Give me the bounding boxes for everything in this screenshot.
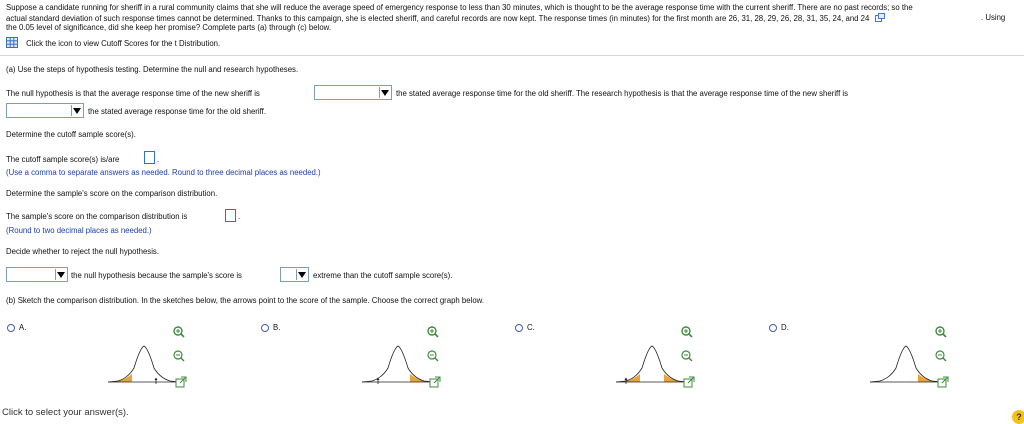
option-c-graph [612, 338, 692, 386]
distribution-curve [362, 346, 434, 382]
decide-heading: Decide whether to reject the null hypothesis. [6, 247, 159, 256]
null-hypothesis-suffix: the stated average response time for the old sheriff. The research hypothesis is that the average response time of the new sheriff is [396, 89, 849, 98]
dropdown-arrow-icon [55, 269, 66, 280]
sample-score-label: The sample's score on the comparison distribution is [6, 212, 188, 221]
dropdown-arrow-icon [71, 105, 82, 116]
copy-data-icon[interactable] [875, 13, 885, 22]
problem-text-line1: Suppose a candidate running for sheriff in a rural community claims that she will reduce the average speed of emergency response to less than 30 minutes, which is thought to be the average response time with the current sheriff. There are no past records; so the [6, 3, 913, 12]
help-icon[interactable]: ? [1012, 410, 1024, 424]
sample-score-input[interactable] [225, 209, 236, 222]
open-window-icon[interactable] [429, 376, 441, 388]
zoom-in-icon[interactable] [173, 326, 185, 338]
research-hypothesis-suffix: the stated average response time for the old sheriff. [88, 107, 266, 116]
cutoff-table-link[interactable] [6, 37, 220, 48]
cutoff-period: . [157, 155, 160, 164]
option-a-graph [104, 338, 184, 386]
option-d-graph [866, 338, 946, 386]
option-b-label: B. [273, 323, 281, 332]
research-hypothesis-dropdown[interactable] [6, 103, 84, 118]
zoom-in-icon[interactable] [681, 326, 693, 338]
problem-text-line2-end: . Using [981, 13, 1006, 22]
table-icon[interactable] [6, 37, 18, 48]
null-hypothesis-dropdown[interactable] [314, 85, 392, 100]
option-a-label: A. [19, 323, 27, 332]
problem-text-line2 [6, 13, 885, 23]
status-footer-text: Click to select your answer(s). [2, 407, 129, 418]
zoom-out-icon[interactable] [935, 350, 947, 362]
option-b-graph [358, 338, 438, 386]
sample-score-note: (Round to two decimal places as needed.) [6, 226, 152, 235]
open-window-icon[interactable] [683, 376, 695, 388]
cutoff-heading: Determine the cutoff sample score(s). [6, 130, 136, 139]
zoom-in-icon[interactable] [427, 326, 439, 338]
option-c-radio[interactable] [515, 324, 523, 332]
dropdown-arrow-icon [379, 87, 390, 98]
zoom-out-icon[interactable] [173, 350, 185, 362]
sample-score-heading: Determine the sample's score on the comparison distribution. [6, 189, 218, 198]
zoom-out-icon[interactable] [681, 350, 693, 362]
cutoff-answer-input[interactable] [144, 151, 155, 164]
problem-text-line3: the 0.05 level of significance, did she keep her promise? Complete parts (a) through (c) below. [6, 23, 332, 32]
decide-end-text: extreme than the cutoff sample score(s). [313, 271, 453, 280]
sample-score-period: . [238, 212, 241, 221]
option-b-radio[interactable] [261, 324, 269, 332]
distribution-curve [616, 346, 688, 382]
cutoff-label: The cutoff sample score(s) is/are [6, 155, 120, 164]
cutoff-note: (Use a comma to separate answers as needed. Round to three decimal places as needed.) [6, 168, 321, 177]
option-d-label: D. [781, 323, 789, 332]
null-hypothesis-prefix: The null hypothesis is that the average response time of the new sheriff is [6, 89, 260, 98]
open-window-icon[interactable] [937, 376, 949, 388]
distribution-curve [108, 346, 180, 382]
part-b-heading: (b) Sketch the comparison distribution. In the sketches below, the arrows point to the score of the sample. Choose the correct graph below. [6, 296, 485, 305]
decide-middle-text: the null hypothesis because the sample's score is [71, 271, 242, 280]
open-window-icon[interactable] [175, 376, 187, 388]
zoom-in-icon[interactable] [935, 326, 947, 338]
more-less-dropdown[interactable] [280, 267, 309, 282]
problem-data-values: actual standard deviation of such response times cannot be determined. Thanks to this campaign, she is elected sheriff, and careful records are now kept. The response times (in minutes) for the first month are 26, 31, 28, 29, 26, 28, 31, 35, 24, and 24 [6, 14, 870, 23]
reject-decision-dropdown[interactable] [6, 267, 68, 282]
zoom-out-icon[interactable] [427, 350, 439, 362]
distribution-curve [870, 346, 942, 382]
section-divider [0, 55, 1024, 56]
part-a-heading: (a) Use the steps of hypothesis testing. Determine the null and research hypotheses. [6, 65, 299, 74]
dropdown-arrow-icon [296, 269, 307, 280]
cutoff-table-link-text[interactable]: Click the icon to view Cutoff Scores for the t Distribution. [26, 39, 221, 48]
option-a-radio[interactable] [7, 324, 15, 332]
option-d-radio[interactable] [769, 324, 777, 332]
option-c-label: C. [527, 323, 535, 332]
